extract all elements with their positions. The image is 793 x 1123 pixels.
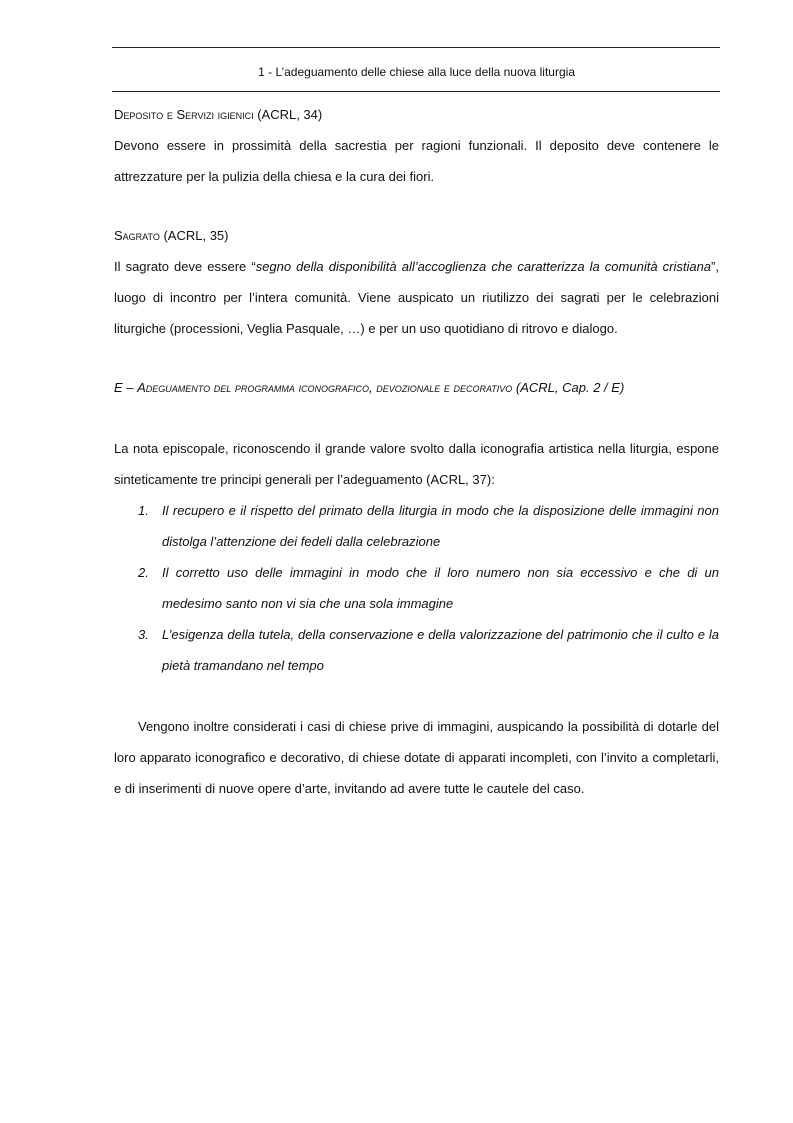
page-body	[114, 100, 719, 804]
paragraph-closing: Vengono inoltre considerati i casi di chiese prive di immagini, auspicando la possibilità di dotarle del loro apparato iconografico e decorativo, di chiese dotate di apparati incompleti, con l’invito a completarli, e di inserimenti di nuove opere d’arte, invitando ad avere tutte le cautele del caso.	[114, 719, 719, 796]
header-rule-bottom	[112, 91, 720, 92]
list-number: 2.	[138, 565, 149, 580]
heading-title: Sagrato	[114, 228, 160, 243]
paragraph-sagrato	[114, 251, 719, 344]
list-text: Il recupero e il rispetto del primato della liturgia in modo che la disposizione delle immagini non distolga l’attenzione dei fedeli dalla celebrazione	[162, 503, 719, 549]
spacer	[114, 344, 719, 373]
quotation: segno della disponibilità all’accoglienza che caratterizza la comunità cristiana	[255, 259, 712, 274]
spacer	[114, 192, 719, 221]
heading-reference: (ACRL, 35)	[159, 228, 229, 243]
section-heading-deposito	[114, 100, 719, 130]
heading-title: Adeguamento del programma iconografico, devozionale e decorativo	[137, 380, 513, 395]
paragraph-text: Il sagrato deve essere “	[114, 259, 256, 274]
paragraph-text: ”, luogo di incontro per l’intera comunità. Viene auspicato un riutilizzo dei sagrati per le celebrazioni liturgiche (processioni, Veglia Pasquale, …) e per un uso quotidiano di ritrovo e dialogo.	[114, 259, 719, 336]
list-number: 3.	[138, 627, 149, 642]
section-heading-sagrato	[114, 221, 719, 251]
section-heading-e	[114, 373, 719, 403]
heading-title: Deposito e Servizi igienici	[114, 107, 254, 122]
spacer	[114, 681, 719, 711]
list-text: L’esigenza della tutela, della conservazione e della valorizzazione del patrimonio che il culto e la pietà tramandano nel tempo	[162, 627, 719, 673]
heading-prefix: E –	[114, 380, 138, 395]
running-header: 1 - L’adeguamento delle chiese alla luce della nuova liturgia	[258, 65, 575, 79]
heading-reference: (ACRL, 34)	[253, 107, 323, 122]
paragraph-intro: La nota episcopale, riconoscendo il grande valore svolto dalla iconografia artistica nella liturgia, espone sinteticamente tre principi generali per l’adeguamento (ACRL, 37):	[114, 441, 719, 487]
principles-list	[114, 495, 719, 681]
header-rule-top	[112, 47, 720, 48]
spacer	[114, 403, 719, 433]
list-item	[114, 619, 719, 681]
list-item	[114, 557, 719, 619]
list-text: Il corretto uso delle immagini in modo che il loro numero non sia eccessivo e che di un medesimo santo non vi sia che una sola immagine	[162, 565, 719, 611]
heading-reference: (ACRL, Cap. 2 / E)	[512, 380, 625, 395]
list-number: 1.	[138, 503, 149, 518]
list-item	[114, 495, 719, 557]
paragraph-deposito: Devono essere in prossimità della sacrestia per ragioni funzionali. Il deposito deve contenere le attrezzature per la pulizia della chiesa e la cura dei fiori.	[114, 138, 719, 184]
